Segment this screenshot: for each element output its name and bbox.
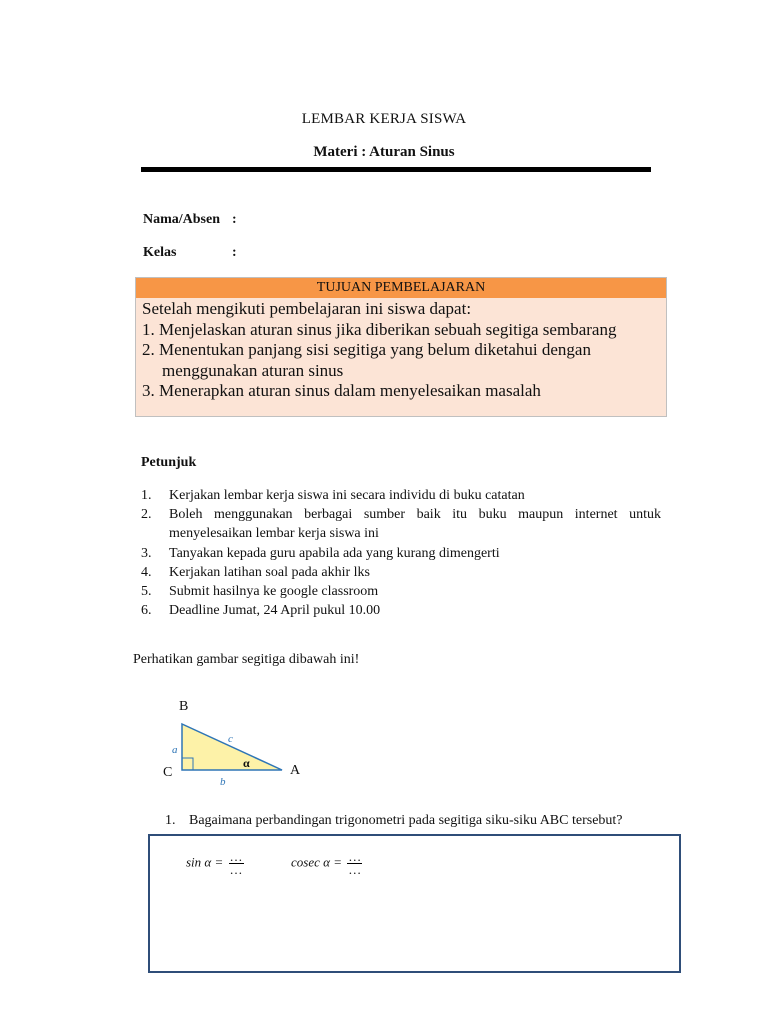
objective-item: 1. Menjelaskan aturan sinus jika diberikan sebuah segitiga sembarang xyxy=(142,319,617,339)
side-c-label: c xyxy=(228,733,233,745)
sin-label: sin α = xyxy=(186,854,224,870)
list-number: 5. xyxy=(141,584,152,600)
objectives-intro: Setelah mengikuti pembelajaran ini siswa dapat: xyxy=(142,299,472,318)
question-1 xyxy=(165,813,623,829)
class-label: Kelas xyxy=(143,245,177,260)
vertex-b-label: B xyxy=(179,699,189,714)
list-item xyxy=(141,505,661,524)
objective-item: 2. Menentukan panjang sisi segitiga yang belum diketahui dengan xyxy=(142,340,591,359)
list-number: 4. xyxy=(141,564,152,580)
list-text: Tanyakan kepada guru apabila ada yang kurang dimengerti xyxy=(169,545,500,561)
question-number: 1. xyxy=(165,813,176,828)
worksheet-subtitle: Materi : Aturan Sinus xyxy=(313,144,455,160)
list-number: 6. xyxy=(141,603,152,619)
class-colon: : xyxy=(232,245,237,260)
question-text: Bagaimana perbandingan trigonometri pada segitiga siku-siku ABC tersebut? xyxy=(189,813,623,828)
cosec-label: cosec α = xyxy=(291,854,342,870)
sin-denominator: … xyxy=(229,862,243,877)
instructions-heading: Petunjuk xyxy=(141,455,197,470)
sin-formula xyxy=(186,851,244,876)
side-b-label: b xyxy=(220,776,226,788)
objective-item: 3. Menerapkan aturan sinus dalam menyelesaikan masalah xyxy=(142,381,541,400)
list-text: Deadline Jumat, 24 April pukul 10.00 xyxy=(169,603,381,619)
name-label: Nama/Absen xyxy=(143,212,221,227)
learning-objectives-heading: TUJUAN PEMBELAJARAN xyxy=(136,278,666,298)
title-divider xyxy=(141,167,651,172)
list-item xyxy=(141,486,661,505)
worksheet-title: LEMBAR KERJA SISWA xyxy=(301,111,467,127)
triangle-shape xyxy=(182,724,282,770)
list-item xyxy=(141,544,661,563)
cosec-denominator: … xyxy=(348,862,362,877)
objective-item-continuation: menggunakan aturan sinus xyxy=(162,360,344,380)
list-text: menyelesaikan lembar kerja siswa ini xyxy=(169,526,379,542)
learning-objectives-box xyxy=(135,277,667,417)
instructions-list xyxy=(141,486,661,620)
list-text: Kerjakan latihan soal pada akhir lks xyxy=(169,564,370,580)
list-item xyxy=(141,524,661,543)
list-text: Boleh menggunakan berbagai sumber baik itu buku maupun internet untuk xyxy=(169,507,661,523)
list-number: 3. xyxy=(141,545,152,561)
list-item xyxy=(141,601,661,620)
vertex-a-label: A xyxy=(290,763,301,778)
cosec-fraction xyxy=(347,851,362,876)
vertex-c-label: C xyxy=(163,765,173,780)
list-text: Submit hasilnya ke google classroom xyxy=(169,584,379,600)
side-a-label: a xyxy=(172,744,178,756)
angle-alpha-label: α xyxy=(243,756,250,770)
list-item xyxy=(141,582,661,601)
sin-fraction xyxy=(229,851,244,876)
list-text: Kerjakan lembar kerja siswa ini secara individu di buku catatan xyxy=(169,488,525,503)
figure-intro: Perhatikan gambar segitiga dibawah ini! xyxy=(133,652,360,667)
list-number xyxy=(141,524,169,543)
cosec-formula xyxy=(291,851,362,876)
sin-numerator: … xyxy=(229,849,243,864)
list-item xyxy=(141,563,661,582)
learning-objectives-body xyxy=(142,299,662,402)
list-number: 2. xyxy=(141,507,152,523)
right-triangle-figure xyxy=(165,715,290,790)
name-colon: : xyxy=(232,212,237,227)
cosec-numerator: … xyxy=(348,849,362,864)
list-number: 1. xyxy=(141,488,152,503)
